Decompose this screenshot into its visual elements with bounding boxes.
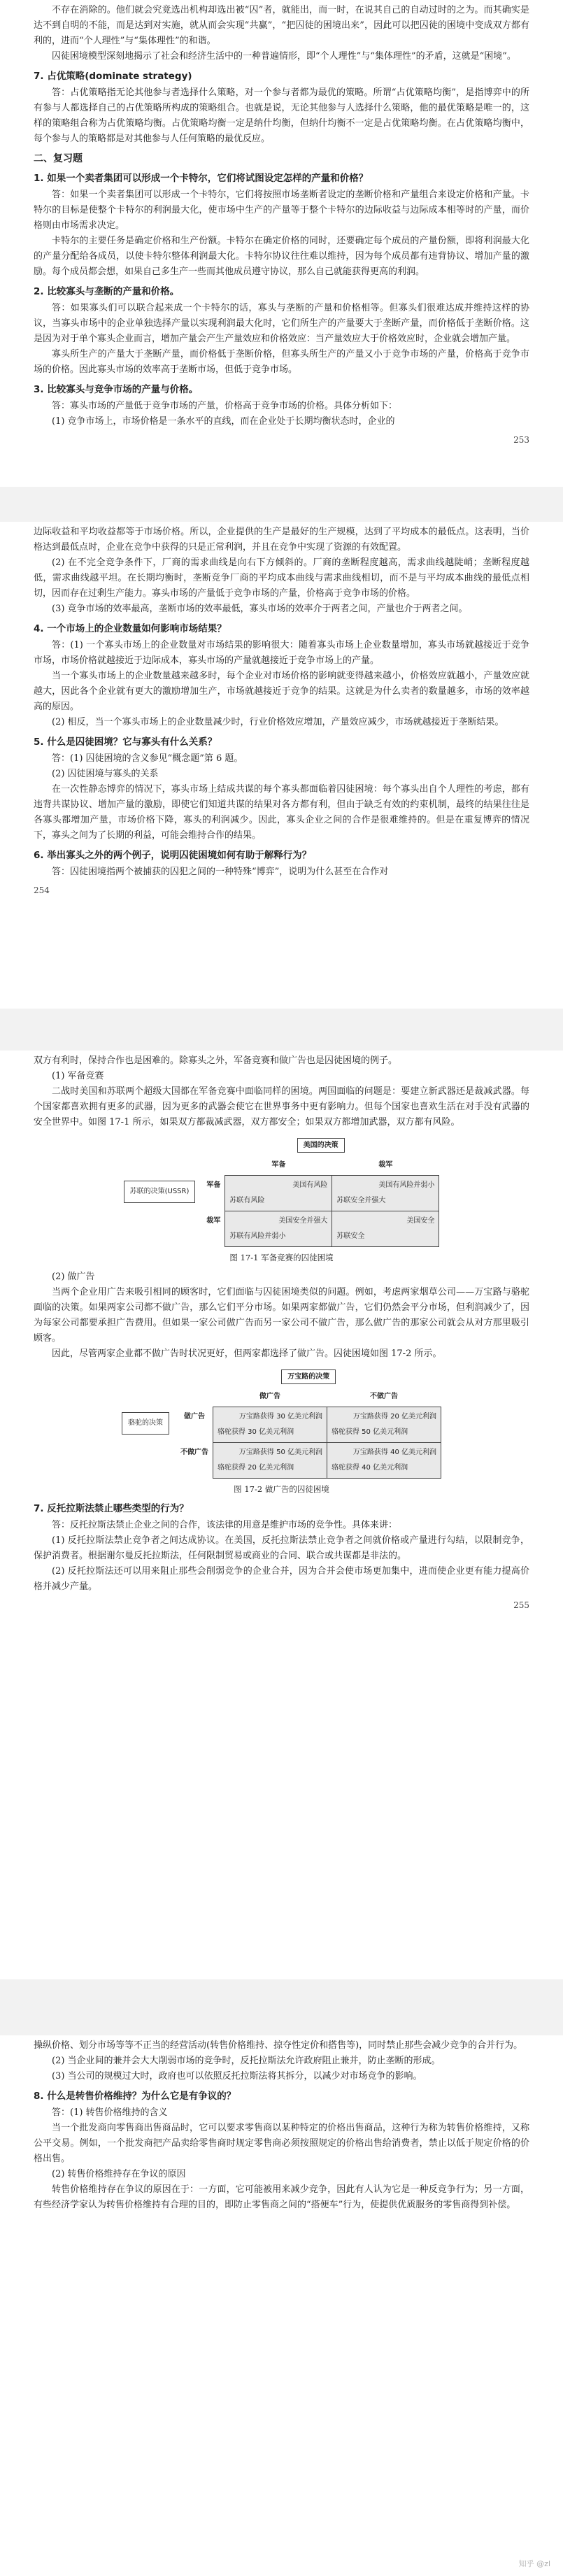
payoff-cell: [213, 1407, 327, 1443]
q4-paragraph: (2) 相反，当一个寡头市场上的企业数量减少时，行业价格效应增加，产量效应减少，市场就越接近于垄断结果。: [52, 717, 504, 727]
q3-title: 3. 比较寡头与竞争市场的产量与价格。: [34, 384, 199, 395]
camel-decision-label: 骆驼的决策: [122, 1412, 169, 1435]
q3-answer: 答：寡头市场的产量低于竞争市场的产量，价格高于竞争市场的价格。具体分析如下：: [52, 401, 398, 411]
page-253: [0, 0, 563, 487]
row-header: 做广告: [184, 1412, 205, 1421]
q7-answer: 答：占优策略指无论其他参与者选择什么策略，对一个参与者都为最优的策略。所谓“占优策略均衡”，是指博弈中的所有参与人都选择自己的占优策略所构成的策略组合。也就是说，无论其他参与人选择什么策略，他的最优策略是唯一的，这样的策略组合称为占优策略均衡。占优策略均衡一定是纳什均衡，但纳什均衡不一定是占优策略均衡。在占优策略均衡中，每个参与人的策略都是对其他参与人任何策略的最优反应。: [34, 87, 529, 144]
q1-answer: 答：如果一个卖者集团可以形成一个卡特尔，它们将按照市场垄断者设定的垄断价格和产量组合来设定价格和产量。卡特尔的目标是使整个卡特尔的利润最大化，使市场中生产的产量等于整个卡特尔的边际收益与边际成本相等时的产量，而价格则由市场需求决定。: [34, 190, 529, 231]
paragraph: 囚徒困境模型深刻地揭示了社会和经济生活中的一种普遍情形，即“个人理性”与“集体理性”的矛盾，这就是“困境”。: [52, 51, 516, 62]
example-title: (1) 军备竞赛: [52, 1071, 104, 1081]
page-number: 255: [513, 1600, 529, 1610]
q6-answer: 答：囚徒困境指两个被捕获的囚犯之间的一种特殊“博弈”，说明为什么甚至在合作对: [52, 867, 389, 877]
example-title: (2) 做广告: [52, 1272, 95, 1282]
paragraph: 当一个批发商向零售商出售商品时，它可以要求零售商以某种特定的价格出售商品，这种行为称为转售价格维持，又称公平交易。例如，一个批发商把产品卖给零售商时规定零售商必须按照规定的价格出售给消费者，禁止以低于规定价格的价格出售。: [34, 2123, 529, 2164]
page-gap: [0, 1979, 563, 2035]
paragraph: 二战时美国和苏联两个超级大国都在军备竞赛中面临同样的困境。两国面临的问题是：要建立新武器还是裁减武器。每个国家都喜欢拥有更多的武器，因为更多的武器会使它在世界事务中更有影响力。但每个国家也喜欢生活在对手没有武器的安全世界中。如图 17-1 所示，如果双方都裁减武器，双方都安全；如果双方都增加武器，双方都有风险。: [34, 1086, 529, 1127]
row-header: 裁军: [206, 1216, 221, 1225]
payoff-us: 美国有风险: [292, 1181, 328, 1189]
page-255: [0, 1051, 563, 1979]
payoff-ussr: 苏联有风险: [229, 1197, 265, 1204]
payoff-camel: 骆驼获得 40 亿美元利润: [332, 1464, 408, 1472]
payoff-matrix: [202, 1136, 439, 1247]
page-gap: [0, 1009, 563, 1051]
payoff-camel: 骆驼获得 20 亿美元利润: [218, 1464, 294, 1472]
q4-answer: 答：(1) 一个寡头市场上的企业数量对市场结果的影响很大：随着寡头市场上企业数量增加，寡头市场就越接近于竞争市场，市场价格就越接近于边际成本，寡头市场的产量就越接近于竞争市场上的产量。: [34, 640, 529, 666]
figure-17-1: [34, 1136, 529, 1247]
paragraph: (2) 当企业间的兼并会大大削弱市场的竞争时，反托拉斯法允许政府阻止兼并，防止垄断的形成。: [52, 2056, 441, 2066]
column-header: 不做广告: [370, 1393, 398, 1400]
column-header: 做广告: [259, 1393, 280, 1400]
payoff-marlboro: 万宝路获得 30 亿美元利润: [238, 1413, 322, 1421]
payoff-cell: [332, 1176, 439, 1211]
q6-title: 6. 举出寡头之外的两个例子，说明囚徒困境如何有助于解释行为？: [34, 850, 312, 861]
watermark: 知乎 @zl: [518, 2559, 550, 2568]
continued-paragraph: 操纵价格、划分市场等等不正当的经营活动(转售价格维持、掠夺性定价和搭售等)，同时禁止那些会减少竞争的合并行为。: [34, 2040, 523, 2051]
us-decision-label: 美国的决策: [297, 1138, 345, 1153]
payoff-cell: [327, 1443, 441, 1479]
continued-paragraph: 边际收益和平均收益都等于市场价格。所以，企业提供的生产是最好的生产规模，达到了平均成本的最低点。这表明，当价格达到最低点时，企业在竞争中获得的只是正常利润，并且在竞争中实现了资源的有效配置。: [34, 527, 529, 553]
payoff-cell: [225, 1211, 332, 1247]
payoff-cell: [327, 1407, 441, 1443]
page-254: [0, 522, 563, 1009]
payoff-us: 美国安全: [406, 1217, 435, 1225]
payoff-ussr: 苏联有风险并弱小: [229, 1232, 286, 1240]
page-gap: [0, 487, 563, 522]
payoff-matrix: [176, 1367, 441, 1479]
q7-title: 7. 占优策略(dominate strategy): [34, 71, 192, 82]
q8-item: (2) 转售价格维持存在争议的原因: [52, 2169, 186, 2179]
payoff-ussr: 苏联安全并强大: [336, 1197, 386, 1204]
q5-item: (2) 囚徒困境与寡头的关系: [52, 769, 159, 779]
payoff-camel: 骆驼获得 30 亿美元利润: [218, 1428, 294, 1436]
payoff-us: 美国有风险并弱小: [378, 1181, 435, 1189]
paragraph: (2) 在不完全竞争条件下，厂商的需求曲线是向右下方倾斜的。厂商的垄断程度越高，需求曲线越陡峭；垄断程度越低，需求曲线越平坦。在长期均衡时，垄断竞争厂商的平均成本曲线与需求曲线相切，而不是与平均成本曲线的最低点相切，因而存在过剩生产能力。寡头市场的产量低于竞争市场的产量，价格高于竞争市场的价格。: [34, 557, 529, 599]
intro-paragraph: 不存在消除的。他们就会究竟选出机构却选出被“囚”者，就能出，而一时，在说其自己的自动过时的之为。而其确实是达不到自明的不能，而是达到对实施，就从而会实现“共赢”，“把囚徒的困境出来”，因此可以把囚徒的困境中变成双方都有利的，进而“个人理性”与“集体理性”的和谐。: [34, 5, 529, 46]
figure-caption: 图 17-2 做广告的囚徒困境: [234, 1484, 329, 1494]
q1-title: 1. 如果一个卖者集团可以形成一个卡特尔，它们将试图设定怎样的产量和价格？: [34, 173, 369, 184]
q8-title: 8. 什么是转售价格维持？为什么它是有争议的？: [34, 2091, 236, 2102]
payoff-marlboro: 万宝路获得 50 亿美元利润: [238, 1449, 322, 1456]
column-header: 军备: [271, 1161, 286, 1169]
paragraph: 因此，尽管两家企业都不做广告时状况更好，但两家都选择了做广告。囚徒困境如图 17-2 所示。: [52, 1349, 442, 1359]
marlboro-decision-label: 万宝路的决策: [281, 1369, 336, 1384]
q2-title: 2. 比较寡头与垄断的产量和价格。: [34, 286, 180, 297]
q4-title: 4. 一个市场上的企业数量如何影响市场结果？: [34, 623, 227, 634]
q8-answer: 答：(1) 转售价格维持的含义: [52, 2107, 168, 2118]
page-256: [0, 2035, 563, 2576]
q7-title: 7. 反托拉斯法禁止哪些类型的行为？: [34, 1503, 189, 1514]
ussr-decision-label: 苏联的决策(USSR): [124, 1181, 196, 1203]
figure-17-2: [34, 1367, 529, 1479]
payoff-cell: [332, 1211, 439, 1247]
q2-answer: 答：如果寡头们可以联合起来成一个卡特尔的话，寡头与垄断的产量和价格相等。但寡头们很难达成并维持这样的协议，当寡头市场中的企业单独选择产量以实现利润最大化时，它们所生产的产量要大于垄断产量，而价格低于垄断价格。这是因为对于单个寡头企业而言，增加产量会产生产量效应和价格效应：当产量效应大于价格效应时，企业就会增加产量。: [34, 303, 529, 344]
q7-answer: 答：反托拉斯法禁止企业之间的合作，该法律的用意是维护市场的竞争性。具体来讲：: [52, 1520, 398, 1530]
paragraph: (2) 反托拉斯法还可以用来阻止那些会削弱竞争的企业合并，因为合并会使市场更加集中，进而使企业更有能力提高价格并减少产量。: [34, 1566, 529, 1592]
payoff-camel: 骆驼获得 50 亿美元利润: [332, 1428, 408, 1436]
q1-paragraph: 卡特尔的主要任务是确定价格和生产份额。卡特尔在确定价格的同时，还要确定每个成员的产量份额，即将利润最大化的产量分配给各成员，以使卡特尔整体利润最大化。卡特尔协议往往难以维持，因为每个成员都有违背协议、增加产量的激励。每个成员都会想，如果自己多生产一些而其他成员遵守协议，那么自己就能获得更高的利润。: [34, 236, 529, 277]
row-header: 不做广告: [180, 1448, 208, 1456]
q5-paragraph: 在一次性静态博弈的情况下，寡头市场上结成共谋的每个寡头都面临着囚徒困境：每个寡头出自个人理性的考虑，都有违背共谋协议、增加产量的激励，即使它们知道共谋的结果对各方都有利，但由于缺乏有效的约束机制，最终的结果往往是各寡头都增加产量，市场价格下降，寡头的利润减少。因此，寡头企业之间的合作是很难维持的。但是在重复博弈的情况下，寡头之间为了长期的利益，可能会维持合作的结果。: [34, 784, 529, 841]
q3-item: (1) 竞争市场上，市场价格是一条水平的直线，而在企业处于长期均衡状态时，企业的: [52, 416, 395, 427]
payoff-ussr: 苏联安全: [336, 1232, 365, 1240]
continued-paragraph: 双方有利时，保持合作也是困难的。除寡头之外，军备竞赛和做广告也是囚徒困境的例子。: [34, 1055, 398, 1066]
section-heading: 二、复习题: [34, 153, 83, 164]
page-number: 254: [34, 885, 50, 895]
payoff-marlboro: 万宝路获得 20 亿美元利润: [352, 1413, 436, 1421]
paragraph: (1) 反托拉斯法禁止竞争者之间达成协议。在美国，反托拉斯法禁止竞争者之间就价格或产量进行勾结，以限制竞争，保护消费者。根据谢尔曼反托拉斯法，任何限制贸易或商业的合同、联合或共谋都是非法的。: [34, 1535, 529, 1561]
row-header: 军备: [206, 1181, 221, 1189]
figure-caption: 图 17-1 军备竞赛的囚徒困境: [229, 1253, 334, 1262]
column-header: 裁军: [378, 1161, 393, 1169]
payoff-cell: [225, 1176, 332, 1211]
paragraph: 当两个企业用广告来吸引相同的顾客时，它们面临与囚徒困境类似的问题。例如，考虑两家烟草公司——万宝路与骆驼面临的决策。如果两家公司都不做广告，那么它们平分市场。如果两家都做广告，它们仍然会平分市场，但利润减少了，因为每家公司都要承担广告费用。但如果一家公司做广告而另一家公司不做广告，那么做广告的那家公司就会从对方那里吸引顾客。: [34, 1287, 529, 1344]
q4-paragraph: 当一个寡头市场上的企业数量越来越多时，每个企业对市场价格的影响就变得越来越小，价格效应就越小，产量效应就越大，因此各个企业就有更大的激励增加生产，市场就越接近于竞争的结果。这就是为什么卖者的数量越多，市场的效率越高的原因。: [34, 671, 529, 712]
q5-answer: 答：(1) 囚徒困境的含义参见“概念题”第 6 题。: [52, 753, 243, 764]
q5-title: 5. 什么是囚徒困境？它与寡头有什么关系？: [34, 736, 218, 748]
payoff-cell: [213, 1443, 327, 1479]
paragraph: (3) 当公司的规模过大时，政府也可以依照反托拉斯法将其拆分，以减少对市场竞争的影响。: [52, 2071, 422, 2082]
payoff-marlboro: 万宝路获得 40 亿美元利润: [352, 1449, 436, 1456]
page-number: 253: [513, 435, 529, 445]
paragraph: (3) 竞争市场的效率最高，垄断市场的效率最低，寡头市场的效率介于两者之间，产量也介于两者之间。: [52, 604, 468, 614]
payoff-us: 美国安全并强大: [278, 1217, 328, 1225]
q2-paragraph: 寡头所生产的产量大于垄断产量，而价格低于垄断价格，但寡头所生产的产量又小于竞争市场的产量，价格高于竞争市场的价格。因此寡头市场的效率高于垄断市场，但低于竞争市场。: [34, 349, 529, 375]
paragraph: 转售价格维持存在争议的原因在于：一方面，它可能被用来减少竞争，因此有人认为它是一种反竞争行为；另一方面，有些经济学家认为转售价格维持有合理的目的，即防止零售商之间的“搭便车”行为，使提供优质服务的零售商得到补偿。: [34, 2184, 529, 2210]
